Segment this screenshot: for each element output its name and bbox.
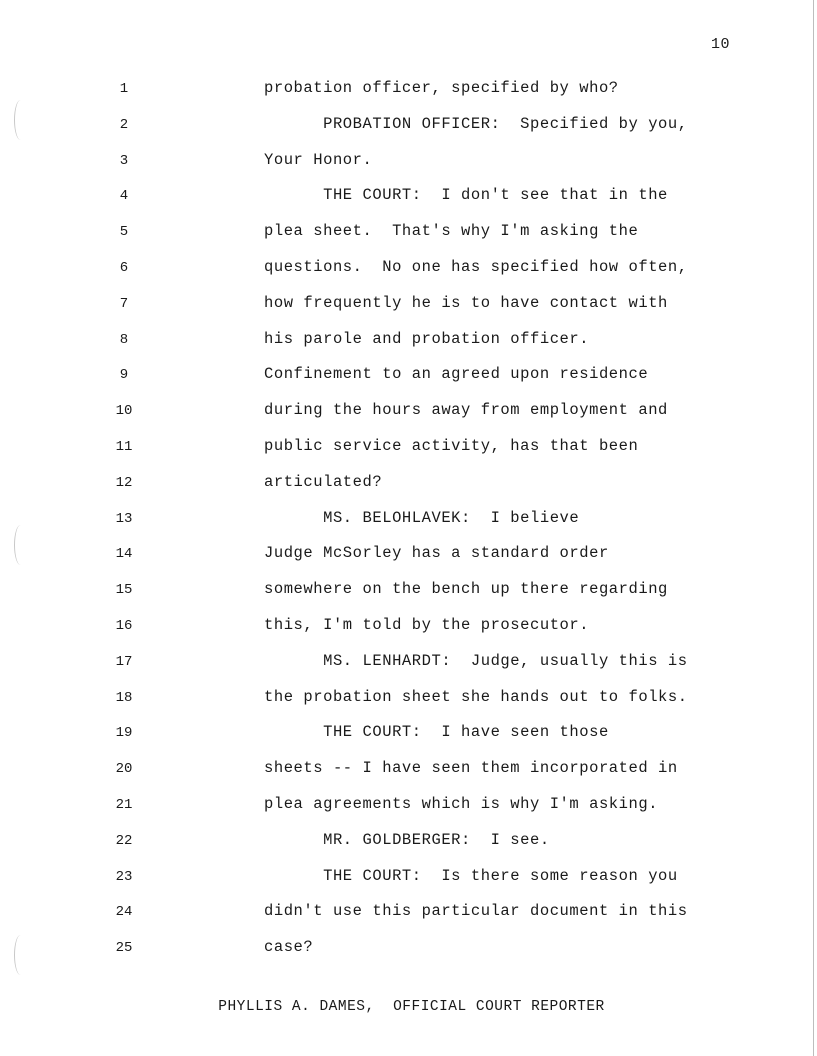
line-number: 10 bbox=[115, 403, 133, 420]
transcript-line bbox=[0, 221, 817, 257]
court-reporter-footer: PHYLLIS A. DAMES, OFFICIAL COURT REPORTER bbox=[218, 999, 605, 1015]
transcript-line bbox=[0, 78, 817, 114]
line-text: Judge McSorley has a standard order bbox=[264, 544, 609, 563]
transcript-line bbox=[0, 687, 817, 723]
line-number: 7 bbox=[119, 295, 129, 312]
line-number: 18 bbox=[115, 689, 133, 706]
line-number: 19 bbox=[115, 725, 133, 742]
line-text: sheets -- I have seen them incorporated in bbox=[264, 759, 678, 778]
line-text: plea sheet. That's why I'm asking the bbox=[264, 222, 639, 241]
line-number: 24 bbox=[115, 904, 133, 921]
line-text: somewhere on the bench up there regarding bbox=[264, 580, 668, 599]
line-text: this, I'm told by the prosecutor. bbox=[264, 615, 590, 634]
line-text: the probation sheet she hands out to folks. bbox=[264, 687, 688, 706]
line-text: public service activity, has that been bbox=[264, 436, 639, 455]
transcript-line bbox=[0, 543, 817, 579]
transcript-line bbox=[0, 901, 817, 937]
transcript-line bbox=[0, 257, 817, 293]
line-text: during the hours away from employment and bbox=[264, 401, 668, 420]
transcript-line bbox=[0, 937, 817, 973]
line-text: Your Honor. bbox=[264, 150, 373, 169]
line-text: THE COURT: I have seen those bbox=[264, 723, 609, 742]
transcript-line bbox=[0, 329, 817, 365]
transcript-line bbox=[0, 508, 817, 544]
transcript-line bbox=[0, 293, 817, 329]
line-number: 3 bbox=[119, 152, 129, 169]
line-text: THE COURT: Is there some reason you bbox=[264, 866, 678, 885]
line-text: his parole and probation officer. bbox=[264, 329, 590, 348]
transcript-line bbox=[0, 615, 817, 651]
line-number: 22 bbox=[115, 832, 133, 849]
line-number: 13 bbox=[115, 510, 133, 527]
line-number: 14 bbox=[115, 546, 133, 563]
line-text: didn't use this particular document in this bbox=[264, 902, 688, 921]
line-number: 4 bbox=[119, 188, 129, 205]
line-number: 21 bbox=[115, 796, 133, 813]
transcript-line bbox=[0, 651, 817, 687]
line-text: MS. BELOHLAVEK: I believe bbox=[264, 508, 580, 527]
line-text: case? bbox=[264, 938, 314, 957]
line-number: 16 bbox=[115, 617, 133, 634]
line-text: articulated? bbox=[264, 472, 383, 491]
line-text: MS. LENHARDT: Judge, usually this is bbox=[264, 651, 688, 670]
line-text: MR. GOLDBERGER: I see. bbox=[264, 830, 550, 849]
line-number: 9 bbox=[119, 367, 129, 384]
line-text: probation officer, specified by who? bbox=[264, 79, 619, 97]
line-number: 11 bbox=[115, 438, 133, 455]
line-number: 12 bbox=[115, 474, 133, 491]
line-text: questions. No one has specified how often, bbox=[264, 257, 688, 276]
line-number: 5 bbox=[119, 224, 129, 241]
transcript-line bbox=[0, 150, 817, 186]
line-number: 25 bbox=[115, 940, 133, 957]
page-number: 10 bbox=[710, 36, 730, 53]
transcript-lines bbox=[0, 78, 817, 973]
line-number: 1 bbox=[119, 81, 129, 97]
transcript-line bbox=[0, 794, 817, 830]
line-number: 15 bbox=[115, 582, 133, 599]
transcript-line bbox=[0, 436, 817, 472]
line-number: 6 bbox=[119, 259, 129, 276]
line-number: 17 bbox=[115, 653, 133, 670]
line-text: PROBATION OFFICER: Specified by you, bbox=[264, 114, 688, 133]
transcript-line bbox=[0, 758, 817, 794]
line-text: how frequently he is to have contact with bbox=[264, 293, 668, 312]
transcript-line bbox=[0, 114, 817, 150]
transcript-line bbox=[0, 185, 817, 221]
transcript-line bbox=[0, 364, 817, 400]
line-number: 23 bbox=[115, 868, 133, 885]
transcript-line bbox=[0, 722, 817, 758]
transcript-line bbox=[0, 579, 817, 615]
line-text: plea agreements which is why I'm asking. bbox=[264, 794, 659, 813]
transcript-line bbox=[0, 472, 817, 508]
line-text: Confinement to an agreed upon residence bbox=[264, 365, 649, 384]
line-number: 2 bbox=[119, 116, 129, 133]
line-number: 20 bbox=[115, 761, 133, 778]
transcript-line bbox=[0, 400, 817, 436]
line-text: THE COURT: I don't see that in the bbox=[264, 186, 668, 205]
transcript-line bbox=[0, 830, 817, 866]
transcript-line bbox=[0, 866, 817, 902]
line-number: 8 bbox=[119, 331, 129, 348]
